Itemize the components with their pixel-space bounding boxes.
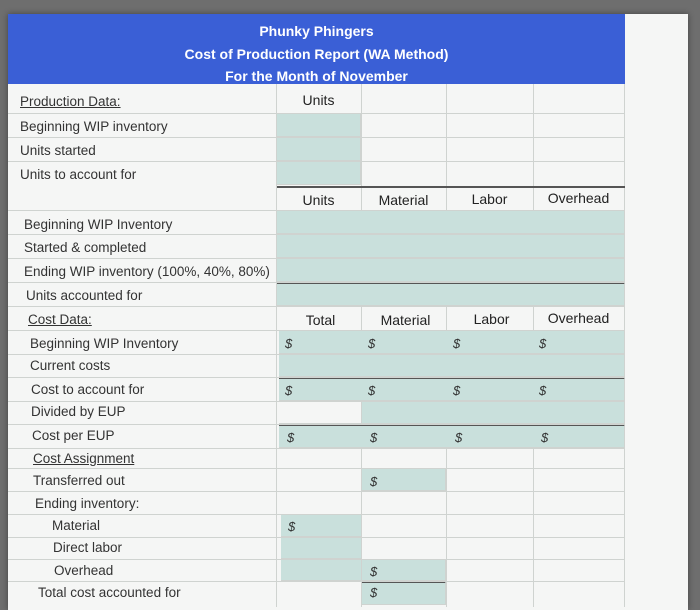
grid-line bbox=[8, 210, 625, 211]
grid-line bbox=[8, 161, 625, 162]
currency-symbol: $ bbox=[370, 474, 378, 489]
grid-line bbox=[8, 491, 625, 492]
cost-to-account-input[interactable] bbox=[279, 377, 625, 401]
eup-material-header: Material bbox=[378, 192, 429, 208]
transferred-out-label: Transferred out bbox=[33, 473, 125, 488]
currency-symbol: $ bbox=[285, 336, 293, 351]
started-completed-eup-input[interactable] bbox=[277, 234, 625, 258]
currency-symbol: $ bbox=[539, 336, 547, 351]
production-units-header: Units bbox=[302, 92, 335, 108]
ending-inventory-label: Ending inventory: bbox=[35, 496, 140, 511]
company-name: Phunky Phingers bbox=[259, 23, 374, 39]
cost-assignment-label: Cost Assignment bbox=[33, 451, 135, 466]
currency-symbol: $ bbox=[541, 430, 549, 445]
units-to-account-input[interactable] bbox=[277, 161, 361, 185]
eup-row-label: Started & completed bbox=[24, 240, 147, 255]
direct-labor-label: Direct labor bbox=[53, 540, 123, 555]
eup-overhead-header: Overhead bbox=[547, 190, 610, 206]
cost-row-label: Current costs bbox=[30, 358, 111, 373]
ending-labor-input[interactable] bbox=[281, 537, 362, 559]
grid-line bbox=[8, 137, 625, 138]
grid-line bbox=[8, 401, 625, 402]
cost-labor-header: Labor bbox=[473, 311, 510, 327]
currency-symbol: $ bbox=[287, 430, 295, 445]
grid-line bbox=[8, 113, 625, 114]
grid-line bbox=[8, 234, 625, 235]
report-period: For the Month of November bbox=[225, 68, 408, 84]
production-row-label: Units to account for bbox=[20, 167, 137, 182]
current-costs-input[interactable] bbox=[279, 354, 625, 377]
ending-wip-eup-input[interactable] bbox=[277, 258, 625, 282]
currency-symbol: $ bbox=[285, 383, 293, 398]
report-header bbox=[8, 14, 625, 84]
units-started-input[interactable] bbox=[277, 137, 361, 161]
report-title: Cost of Production Report (WA Method) bbox=[184, 46, 449, 62]
beginning-wip-cost-input[interactable] bbox=[279, 330, 625, 354]
currency-symbol: $ bbox=[539, 383, 547, 398]
currency-symbol: $ bbox=[453, 383, 461, 398]
currency-symbol: $ bbox=[288, 519, 296, 534]
production-row-label: Beginning WIP inventory bbox=[20, 119, 168, 134]
cost-row-label: Divided by EUP bbox=[31, 404, 126, 419]
overhead-label: Overhead bbox=[54, 563, 114, 578]
grid-line bbox=[8, 330, 625, 331]
grid-line bbox=[8, 282, 625, 283]
cost-data-label: Cost Data: bbox=[28, 312, 92, 327]
eup-row-label: Units accounted for bbox=[26, 288, 143, 303]
cost-total-header: Total bbox=[305, 312, 336, 328]
units-accounted-eup-input[interactable] bbox=[277, 282, 625, 306]
currency-symbol: $ bbox=[370, 430, 378, 445]
eup-row-label: Beginning WIP Inventory bbox=[24, 217, 173, 232]
currency-symbol: $ bbox=[453, 336, 461, 351]
divided-by-eup-input[interactable] bbox=[362, 401, 625, 424]
grid-line bbox=[8, 559, 625, 560]
cost-row-label: Cost per EUP bbox=[32, 428, 115, 443]
total-cost-label: Total cost accounted for bbox=[38, 585, 181, 600]
currency-symbol: $ bbox=[370, 585, 378, 600]
currency-symbol: $ bbox=[455, 430, 463, 445]
cost-row-label: Cost to account for bbox=[31, 382, 145, 397]
production-row-label: Units started bbox=[20, 143, 96, 158]
grid-line bbox=[8, 424, 625, 425]
cost-row-label: Beginning WIP Inventory bbox=[30, 336, 179, 351]
grid-line bbox=[8, 514, 625, 515]
eup-labor-header: Labor bbox=[471, 191, 508, 207]
currency-symbol: $ bbox=[368, 336, 376, 351]
production-data-label: Production Data: bbox=[20, 94, 121, 109]
ending-overhead-input[interactable] bbox=[281, 559, 362, 581]
grid-line bbox=[8, 448, 625, 449]
eup-row-label: Ending WIP inventory (100%, 40%, 80%) bbox=[24, 264, 270, 279]
material-label: Material bbox=[52, 518, 101, 533]
beginning-wip-eup-input[interactable] bbox=[277, 210, 625, 234]
currency-symbol: $ bbox=[370, 564, 378, 579]
eup-units-header: Units bbox=[302, 192, 335, 208]
grid-line bbox=[8, 258, 625, 259]
beginning-wip-units-input[interactable] bbox=[277, 113, 361, 137]
grid-line bbox=[8, 537, 625, 538]
grid-line bbox=[8, 354, 625, 355]
currency-symbol: $ bbox=[368, 383, 376, 398]
cost-per-eup-input[interactable] bbox=[279, 424, 625, 448]
cost-material-header: Material bbox=[380, 312, 431, 328]
section-divider bbox=[277, 186, 625, 188]
divided-by-eup-total bbox=[279, 401, 362, 424]
grid-line bbox=[8, 468, 625, 469]
cost-overhead-header: Overhead bbox=[547, 310, 610, 326]
grid-line bbox=[8, 581, 625, 582]
grid-line bbox=[8, 377, 625, 378]
grid-line bbox=[8, 306, 625, 307]
